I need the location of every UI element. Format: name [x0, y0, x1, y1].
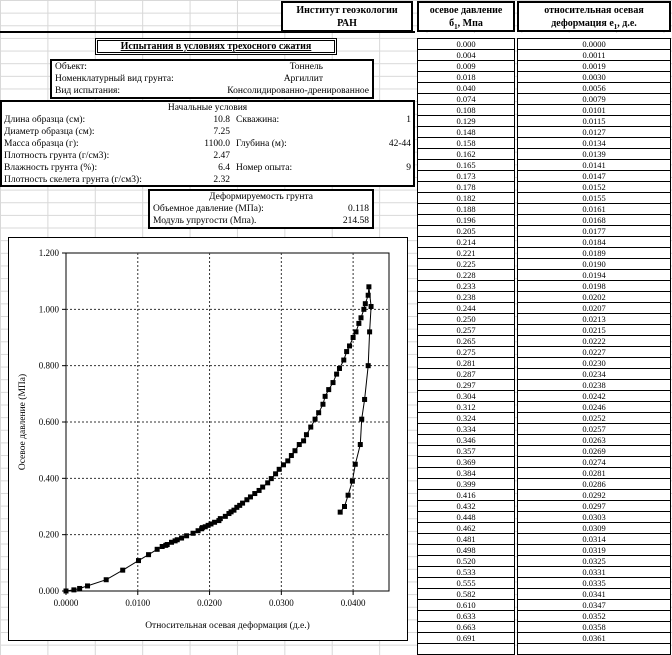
pressure-cell: 0.244: [417, 302, 515, 314]
deformability-label: Модуль упругости (Мпа).: [153, 216, 257, 226]
strain-cell: 0.0297: [517, 500, 671, 512]
strain-cell: 0.0252: [517, 412, 671, 424]
strain-cell: 0.0286: [517, 478, 671, 490]
condition-label-2: [230, 150, 331, 162]
pressure-cell: 0.214: [417, 236, 515, 248]
data-point-marker: [344, 349, 349, 354]
pressure-cell: 0.257: [417, 324, 515, 336]
strain-cell: 0.0127: [517, 126, 671, 138]
pressure-cell: 0.610: [417, 599, 515, 611]
strain-cell: 0.0202: [517, 291, 671, 303]
initial-conditions-row: [2, 114, 413, 126]
data-point-marker: [366, 284, 371, 289]
strain-cell: 0.0134: [517, 137, 671, 149]
deformability-value: 214.58: [342, 216, 369, 226]
strain-cell: 0.0177: [517, 225, 671, 237]
strain-cell: 0.0139: [517, 148, 671, 160]
data-point-marker: [359, 417, 364, 422]
condition-label-2: Номер опыта:: [236, 163, 293, 173]
pressure-cell: 0.221: [417, 247, 515, 259]
data-point-marker: [77, 586, 82, 591]
data-point-marker: [316, 410, 321, 415]
strain-cell: 0.0234: [517, 368, 671, 380]
data-point-marker: [320, 402, 325, 407]
x-tick-label: 0.0400: [340, 598, 366, 608]
data-point-marker: [353, 329, 358, 334]
data-point-marker: [165, 542, 170, 547]
data-point-marker: [308, 425, 313, 430]
data-point-marker: [301, 438, 306, 443]
pressure-cell: 0.416: [417, 489, 515, 501]
pressure-cell: 0.357: [417, 445, 515, 457]
pressure-cell: 0.334: [417, 423, 515, 435]
pressure-cell: 0.040: [417, 82, 515, 94]
strain-data-column: [517, 38, 671, 655]
pressure-cell: 0.691: [417, 632, 515, 644]
pressure-cell: 0.165: [417, 159, 515, 171]
pressure-cell: 0.287: [417, 368, 515, 380]
deformability-table: [148, 189, 374, 229]
strain-column-header: [517, 1, 671, 32]
data-point-marker: [184, 533, 189, 538]
data-point-marker: [71, 587, 76, 592]
pressure-cell: 0.462: [417, 522, 515, 534]
data-point-marker: [277, 467, 282, 472]
strain-cell: 0.0238: [517, 379, 671, 391]
data-point-marker: [64, 589, 69, 594]
x-tick-label: 0.0300: [268, 598, 294, 608]
strain-cell: 0.0246: [517, 401, 671, 413]
data-point-marker: [326, 387, 331, 392]
pressure-cell: 0.004: [417, 49, 515, 61]
data-point-marker: [358, 442, 363, 447]
pressure-header-line2: $б_1$, Мпа: [449, 18, 483, 31]
data-point-marker: [85, 583, 90, 588]
data-point-marker: [289, 453, 294, 458]
pressure-cell: 0.275: [417, 346, 515, 358]
data-point-marker: [240, 501, 245, 506]
initial-conditions-table: [0, 100, 415, 187]
data-point-marker: [212, 520, 217, 525]
pressure-cell: 0.000: [417, 38, 515, 50]
strain-cell: 0.0314: [517, 533, 671, 545]
strain-cell: 0.0190: [517, 258, 671, 270]
strain-cell: 0.0184: [517, 236, 671, 248]
strain-cell: 0.0168: [517, 214, 671, 226]
pressure-cell: 0.158: [417, 137, 515, 149]
pressure-cell: 0.498: [417, 544, 515, 556]
info-row: [52, 61, 372, 73]
y-tick-label: 0.200: [38, 529, 59, 540]
strain-cell: 0.0141: [517, 159, 671, 171]
y-tick-label: 1.200: [38, 248, 59, 258]
initial-conditions-row: [2, 138, 413, 150]
pressure-cell: 0.205: [417, 225, 515, 237]
strain-cell: 0.0303: [517, 511, 671, 523]
data-point-marker: [369, 304, 374, 309]
condition-label: Длина образца (см):: [4, 115, 86, 125]
strain-cell: 0.0011: [517, 49, 671, 61]
strain-cell: 0.0198: [517, 280, 671, 292]
initial-conditions-row: [2, 150, 413, 162]
data-point-marker: [292, 448, 297, 453]
data-point-marker: [175, 537, 180, 542]
pressure-cell: 0.148: [417, 126, 515, 138]
condition-value-2: [331, 150, 411, 162]
data-point-marker: [285, 458, 290, 463]
data-point-marker: [269, 476, 274, 481]
pressure-cell: 0.281: [417, 357, 515, 369]
pressure-cell: 0.074: [417, 93, 515, 105]
deformability-row: [150, 215, 372, 227]
pressure-cell: 0.265: [417, 335, 515, 347]
pressure-cell: 0.173: [417, 170, 515, 182]
condition-value: 2.32: [213, 175, 230, 185]
data-point-marker: [366, 293, 371, 298]
data-point-marker: [356, 321, 361, 326]
pressure-cell: 0.018: [417, 71, 515, 83]
strain-cell: 0.0056: [517, 82, 671, 94]
strain-cell: 0.0115: [517, 115, 671, 127]
strain-cell: 0.0281: [517, 467, 671, 479]
data-point-marker: [120, 568, 125, 573]
strain-cell: 0.0361: [517, 632, 671, 644]
data-point-marker: [338, 510, 343, 515]
y-tick-label: 0.600: [38, 417, 59, 427]
y-axis-title: Осевое давление (МПа): [18, 373, 28, 471]
institute-name-line2: РАН: [337, 18, 357, 29]
strain-cell: 0.0155: [517, 192, 671, 204]
data-point-marker: [281, 462, 286, 467]
strain-cell: 0.0335: [517, 577, 671, 589]
strain-cell: 0.0242: [517, 390, 671, 402]
report-title: Испытания в условиях трехосного сжатия: [95, 38, 337, 55]
pressure-cell: 0.369: [417, 456, 515, 468]
pressure-cell: 0.399: [417, 478, 515, 490]
strain-cell: 0.0213: [517, 313, 671, 325]
condition-label: Масса образца (г):: [4, 139, 79, 149]
pressure-cell: 0.228: [417, 269, 515, 281]
strain-cell: 0.0194: [517, 269, 671, 281]
strain-cell: 0.0347: [517, 599, 671, 611]
strain-cell: 0.0147: [517, 170, 671, 182]
pressure-cell: 0.129: [417, 115, 515, 127]
strain-cell: 0.0269: [517, 445, 671, 457]
x-axis-title: Относительная осевая деформация (д.е.): [145, 621, 310, 631]
strain-cell: 0.0309: [517, 522, 671, 534]
strain-cell: 0.0352: [517, 610, 671, 622]
pressure-cell: 0.384: [417, 467, 515, 479]
data-point-marker: [218, 516, 223, 521]
initial-conditions-row: [2, 162, 413, 174]
strain-cell: 0.0325: [517, 555, 671, 567]
data-point-marker: [191, 531, 196, 536]
data-point-marker: [346, 493, 351, 498]
pressure-cell: 0.312: [417, 401, 515, 413]
data-point-marker: [104, 577, 109, 582]
stress-strain-chart-svg: [9, 238, 407, 640]
info-value: Аргиллит: [283, 74, 323, 84]
strain-cell: 0.0207: [517, 302, 671, 314]
strain-cell: 0.0341: [517, 588, 671, 600]
condition-value-2: 1: [406, 115, 411, 125]
x-tick-label: 0.0000: [53, 598, 79, 608]
deformability-title: Деформируемость грунта: [209, 192, 313, 202]
initial-conditions-row: [2, 126, 413, 138]
data-point-marker: [353, 462, 358, 467]
pressure-cell: 0.178: [417, 181, 515, 193]
header-separator-line: [0, 31, 415, 33]
y-tick-label: 1.000: [38, 304, 59, 315]
data-point-marker: [367, 329, 372, 334]
data-point-marker: [362, 397, 367, 402]
data-point-marker: [337, 366, 342, 371]
pressure-cell: 0.182: [417, 192, 515, 204]
data-point-marker: [347, 343, 352, 348]
pressure-cell: 0.432: [417, 500, 515, 512]
data-point-marker: [248, 494, 253, 499]
institute-name-line1: Институт геоэкологии: [296, 5, 398, 16]
pressure-cell: 0.533: [417, 566, 515, 578]
data-point-marker: [334, 372, 339, 377]
data-point-marker: [179, 536, 184, 541]
data-point-marker: [359, 315, 364, 320]
condition-value: 2.47: [213, 151, 230, 161]
pressure-cell-clipped: [417, 643, 515, 655]
data-point-marker: [155, 547, 160, 552]
data-point-marker: [252, 491, 257, 496]
pressure-cell: 0.188: [417, 203, 515, 215]
strain-cell: 0.0331: [517, 566, 671, 578]
data-point-marker: [304, 432, 309, 437]
strain-cell: 0.0215: [517, 324, 671, 336]
condition-value: 1100.0: [204, 139, 230, 149]
data-point-marker: [313, 417, 318, 422]
stress-strain-chart: [8, 237, 408, 641]
y-tick-label: 0.000: [38, 586, 59, 596]
pressure-cell: 0.324: [417, 412, 515, 424]
condition-value: 10.8: [213, 115, 230, 125]
strain-cell: 0.0292: [517, 489, 671, 501]
data-point-marker: [273, 471, 278, 476]
condition-label-2: Глубина (м):: [236, 139, 287, 149]
data-point-marker: [341, 358, 346, 363]
deformability-value: 0.118: [347, 204, 369, 214]
pressure-cell: 0.162: [417, 148, 515, 160]
condition-value-2: [331, 126, 411, 138]
condition-value-2: [331, 174, 411, 186]
info-row: [52, 73, 372, 85]
strain-cell: 0.0000: [517, 38, 671, 50]
info-row: [52, 85, 372, 97]
strain-cell: 0.0263: [517, 434, 671, 446]
pressure-cell: 0.233: [417, 280, 515, 292]
strain-cell: 0.0274: [517, 456, 671, 468]
condition-value-2: 9: [406, 163, 411, 173]
strain-cell: 0.0152: [517, 181, 671, 193]
info-label: Вид испытания:: [55, 86, 121, 96]
condition-label-2: [230, 174, 331, 186]
pressure-cell: 0.108: [417, 104, 515, 116]
pressure-cell: 0.250: [417, 313, 515, 325]
pressure-cell: 0.448: [417, 511, 515, 523]
pressure-cell: 0.238: [417, 291, 515, 303]
condition-label: Плотность грунта (г/см3):: [4, 151, 110, 161]
condition-value: 6.4: [218, 163, 230, 173]
condition-label: Диаметр образца (см):: [4, 127, 95, 137]
condition-label: Плотность скелета грунта (г/см3):: [4, 175, 142, 185]
strain-cell: 0.0019: [517, 60, 671, 72]
condition-label-2: [230, 126, 331, 138]
strain-cell: 0.0230: [517, 357, 671, 369]
condition-value: 7.25: [213, 127, 230, 137]
info-value: Тоннель: [289, 62, 323, 72]
data-point-marker: [136, 558, 141, 563]
strain-cell: 0.0101: [517, 104, 671, 116]
initial-conditions-row: [2, 174, 413, 186]
pressure-cell: 0.481: [417, 533, 515, 545]
condition-label-2: Скважина:: [236, 115, 280, 125]
pressure-cell: 0.196: [417, 214, 515, 226]
y-tick-label: 0.400: [38, 473, 59, 484]
strain-cell: 0.0358: [517, 621, 671, 633]
pressure-data-column: [417, 38, 515, 655]
pressure-cell: 0.297: [417, 379, 515, 391]
strain-cell: 0.0222: [517, 335, 671, 347]
object-info-table: [50, 59, 374, 99]
condition-label: Влажность грунта (%):: [4, 163, 98, 173]
info-label: Номенклатурный вид грунта:: [55, 74, 174, 84]
pressure-header-line1: осевое давление: [429, 5, 503, 16]
info-label: Объект:: [55, 62, 87, 72]
strain-cell: 0.0161: [517, 203, 671, 215]
pressure-cell: 0.346: [417, 434, 515, 446]
pressure-cell: 0.225: [417, 258, 515, 270]
data-point-marker: [146, 552, 151, 557]
data-point-marker: [350, 479, 355, 484]
data-point-marker: [331, 380, 336, 385]
strain-header-line1: относительная осевая: [544, 5, 644, 16]
pressure-cell: 0.304: [417, 390, 515, 402]
x-tick-label: 0.0200: [197, 598, 222, 608]
pressure-cell: 0.633: [417, 610, 515, 622]
pressure-cell: 0.663: [417, 621, 515, 633]
pressure-cell: 0.520: [417, 555, 515, 567]
condition-value-2: 42-44: [388, 139, 411, 149]
deformability-label: Объемное давление (МПа):: [153, 204, 264, 214]
strain-cell: 0.0227: [517, 346, 671, 358]
data-point-marker: [260, 485, 265, 490]
data-point-marker: [361, 307, 366, 312]
institute-header: [281, 1, 413, 32]
data-point-marker: [342, 504, 347, 509]
data-point-marker: [323, 394, 328, 399]
data-point-marker: [363, 301, 368, 306]
strain-cell: 0.0079: [517, 93, 671, 105]
pressure-cell: 0.555: [417, 577, 515, 589]
data-point-marker: [297, 442, 302, 447]
strain-cell: 0.0030: [517, 71, 671, 83]
strain-header-line2: деформация $е_1$, д.е.: [551, 18, 637, 31]
strain-cell-clipped: [517, 643, 671, 655]
pressure-cell: 0.582: [417, 588, 515, 600]
strain-cell: 0.0257: [517, 423, 671, 435]
initial-conditions-title: Начальные условия: [167, 103, 248, 113]
strain-cell: 0.0319: [517, 544, 671, 556]
strain-cell: 0.0189: [517, 247, 671, 259]
deformability-rows: [150, 203, 372, 227]
info-value: Консолидированно-дренированное: [227, 86, 369, 96]
data-point-marker: [366, 363, 371, 368]
y-tick-label: 0.800: [38, 360, 59, 371]
deformability-row: [150, 203, 372, 215]
data-point-marker: [351, 335, 356, 340]
initial-conditions-rows: [2, 114, 413, 186]
x-tick-label: 0.0100: [125, 598, 151, 608]
pressure-column-header: [417, 1, 515, 32]
pressure-cell: 0.009: [417, 60, 515, 72]
